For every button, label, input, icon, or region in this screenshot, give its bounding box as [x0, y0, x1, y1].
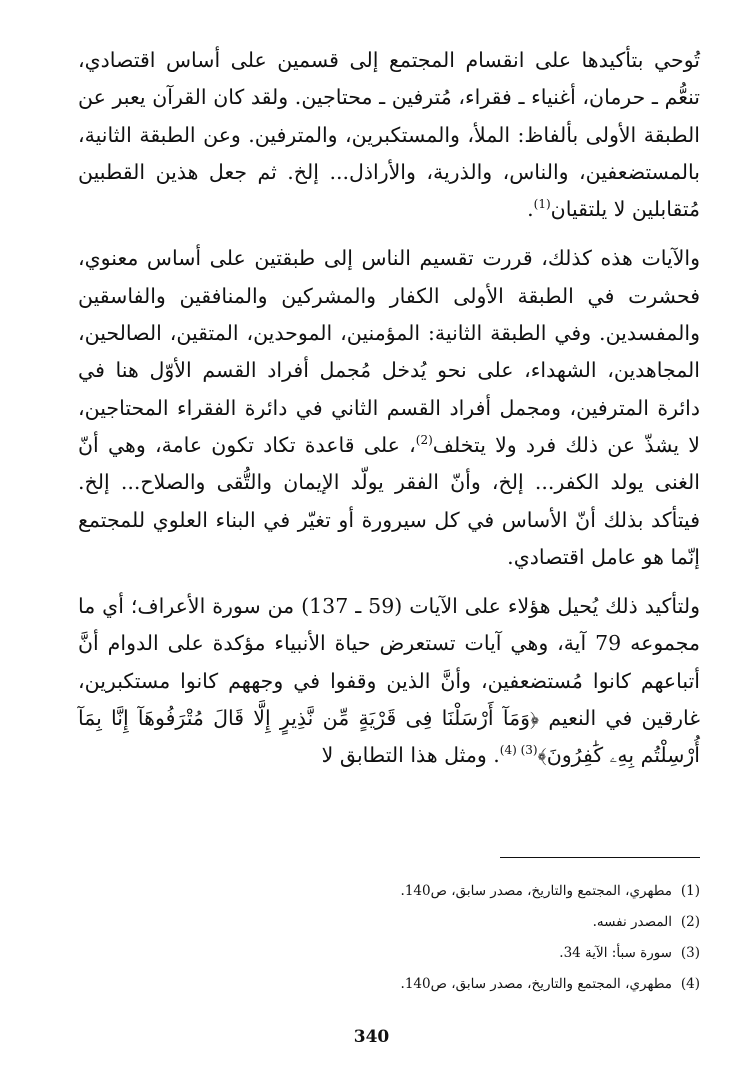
paragraph-3-text: ولتأكيد ذلك يُحيل هؤلاء على الآيات (59 ـ 137) من سورة الأعراف؛ أي ما مجموعه 79 آية، وهي آيات تستعرض حياة الأنبياء مؤكدة على الدوام أنَّ أتباعهم كانوا مُستضعفين، وأنَّ الذين وقفوا في وجههم كانوا مستكبرين، غارقين في النعيم ﴿وَمَآ أَرْسَلْنَا فِى قَرْيَةٍ مِّن نَّذِيرٍ إِلَّا قَالَ مُتْرَفُوهَآ إِنَّا بِمَآ أُرْسِلْتُم بِهِۦ كَٰفِرُونَ﴾ — [78, 594, 701, 768]
footnote-item — [140, 907, 700, 938]
footnote-ref-2: (2) — [415, 433, 433, 448]
footnote-number: (1) — [680, 883, 700, 899]
footnote-item — [140, 876, 700, 907]
footnote-text: المصدر نفسه. — [592, 914, 672, 930]
footnote-item — [140, 969, 700, 1000]
footnote-text: مطهري، المجتمع والتاريخ، مصدر سابق، ص140. — [400, 976, 672, 992]
footnote-ref-3-4: (3) (4) — [499, 743, 538, 758]
footnote-ref-1: (1) — [533, 197, 551, 212]
footnotes — [140, 876, 700, 1000]
footnote-text: مطهري، المجتمع والتاريخ، مصدر سابق، ص140. — [400, 883, 672, 899]
paragraph-2 — [78, 240, 700, 576]
paragraph-2-text: والآيات هذه كذلك، قررت تقسيم الناس إلى طبقتين على أساس معنوي، فحشرت في الطبقة الأولى الكفار والمشركين والمنافقين والفاسقين والمفسدين. وفي الطبقة الثانية: المؤمنين، الموحدين، المتقين، الصالحين، المجاهدين، الشهداء، على نحو يُدخل مُجمل أفراد القسم الأوّل هنا في دائرة المترفين، ومجمل أفراد القسم الثاني في دائرة الفقراء المحتاجين، لا يشذّ عن ذلك فرد ولا يتخلف — [78, 246, 700, 457]
footnote-separator — [500, 857, 700, 858]
paragraph-3-tail: . ومثل هذا التطابق لا — [321, 743, 500, 768]
paragraph-1-text: تُوحي بتأكيدها على انقسام المجتمع إلى قسمين على أساس اقتصادي، تنعُّم ـ حرمان، أغنياء ـ فقراء، مُترفين ـ محتاجين. ولقد كان القرآن يعبر عن الطبقة الأولى بألفاظ: الملأ، والمستكبرين، والمترفين. وعن الطبقة الثانية، بالمستضعفين، والناس، والذرية، والأراذل... إلخ. ثم جعل هذين القطبين مُتقابلين لا يلتقيان — [78, 48, 700, 222]
paragraph-1-tail: . — [527, 197, 534, 222]
footnote-number: (4) — [680, 976, 700, 992]
footnote-item — [140, 938, 700, 969]
footnote-number: (3) — [680, 945, 700, 961]
paragraph-2-tail: ، على قاعدة تكاد تكون عامة، وهي أنّ الغنى يولد الكفر... إلخ، وأنّ الفقر يولّد الإيمان والتُّقى والصلاح... إلخ. فيتأكد بذلك أنّ الأساس في كل سيرورة أو تغيّر في البناء العلوي للمجتمع إنّما هو عامل اقتصادي. — [78, 432, 700, 569]
footnote-number: (2) — [680, 914, 700, 930]
paragraph-3 — [78, 588, 700, 774]
paragraph-1 — [78, 42, 700, 228]
page-body — [78, 42, 700, 775]
page-number: 340 — [353, 1027, 390, 1047]
footnote-text: سورة سبأ: الآية 34. — [559, 945, 672, 961]
